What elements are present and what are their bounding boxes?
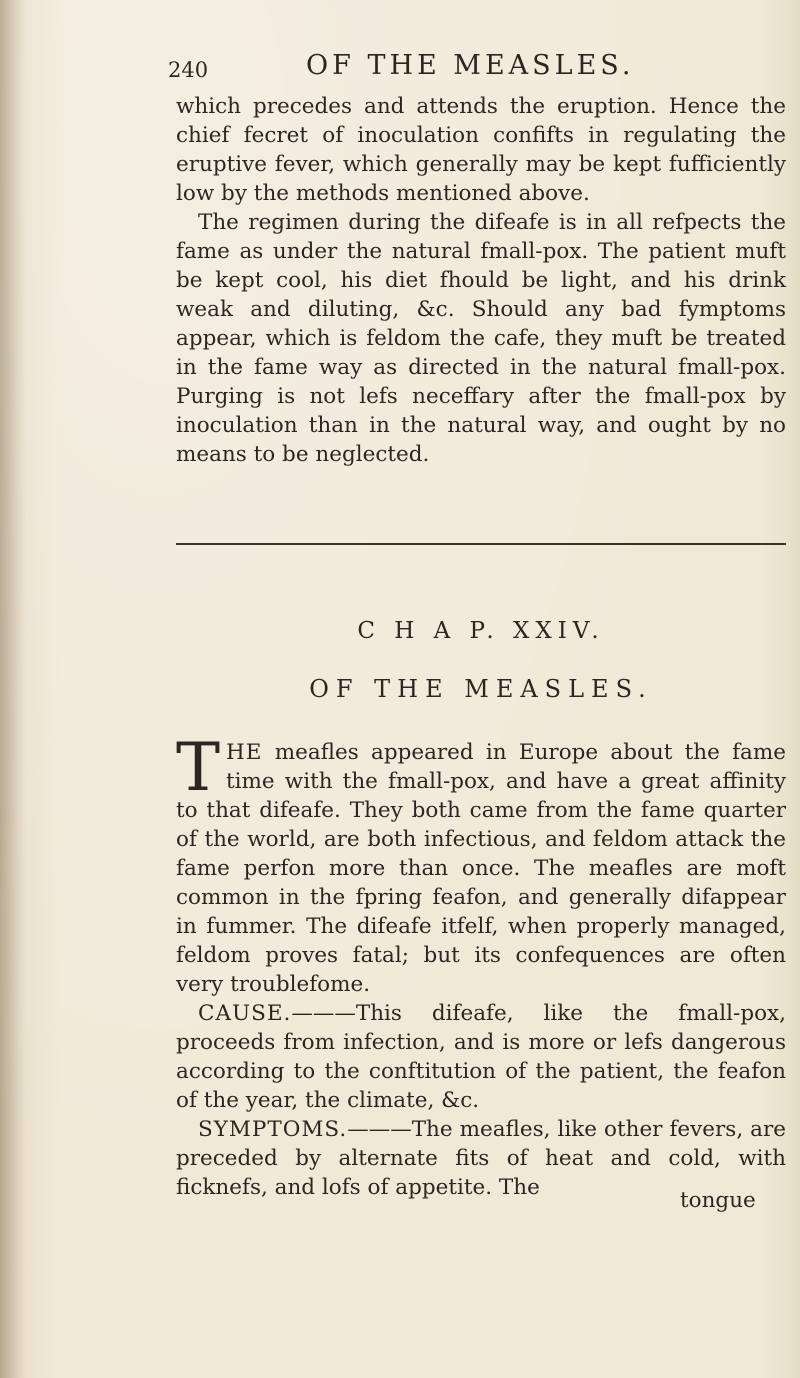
catchword: tongue [680, 1188, 756, 1213]
cause-paragraph [176, 999, 786, 1115]
top-text [176, 92, 786, 469]
cause-text: This difeafe, like the fmall-pox, proceeds from infection, and is more or lefs dangerous according to the conftitution of the patient, the feafon of the year, the climate, &c. [176, 1001, 786, 1113]
drop-cap: T [176, 729, 221, 806]
chapter-label: C H A P. XXIV. [357, 618, 605, 644]
running-title: OF THE MEASLES. [306, 50, 635, 81]
first-word-rest: HE [226, 740, 263, 765]
chapter-title: OF THE MEASLES. [309, 675, 653, 703]
cause-dash: ——— [291, 1001, 356, 1026]
section-divider [176, 543, 786, 545]
cause-label: CAUSE. [198, 1001, 292, 1026]
symptoms-text: The meafles, like other fevers, are preceded by alternate fits of heat and cold, with ficknefs, and lofs of appetite. The [176, 1117, 786, 1200]
symptoms-dash: ——— [347, 1117, 412, 1142]
chapter-text [176, 729, 786, 1202]
symptoms-label: SYMPTOMS. [198, 1117, 348, 1142]
page-number: 240 [168, 58, 209, 82]
opening-text: meafles appeared in Europe about the fame time with the fmall-pox, and have a great affinity to that difeafe. They both came from the fame quarter of the world, are both infectious, and feldom attack the fame perfon more than once. The meafles are moft common in the fpring feafon, and generally difappear in fummer. The difeafe itfelf, when properly managed, feldom proves fatal; but its confequences are often very troublefome. [176, 740, 786, 997]
gutter-shadow [0, 0, 26, 1378]
paragraph-eruption: which precedes and attends the eruption. Hence the chief fecret of inoculation confifts in regulating the eruptive fever, which generally may be kept fufficiently low by the methods mentioned above. [176, 94, 786, 206]
opening-paragraph [176, 729, 786, 999]
paragraph-regimen: The regimen during the difeafe is in all refpects the fame as under the natural fmall-pox. The patient muft be kept cool, his diet fhould be light, and his drink weak and diluting, &c. Should any bad fymptoms appear, which is feldom the cafe, they muft be treated in the fame way as directed in the natural fmall-pox. Purging is not lefs neceffary after the fmall-pox by inoculation than in the natural way, and ought by no means to be neglected. [176, 210, 786, 467]
